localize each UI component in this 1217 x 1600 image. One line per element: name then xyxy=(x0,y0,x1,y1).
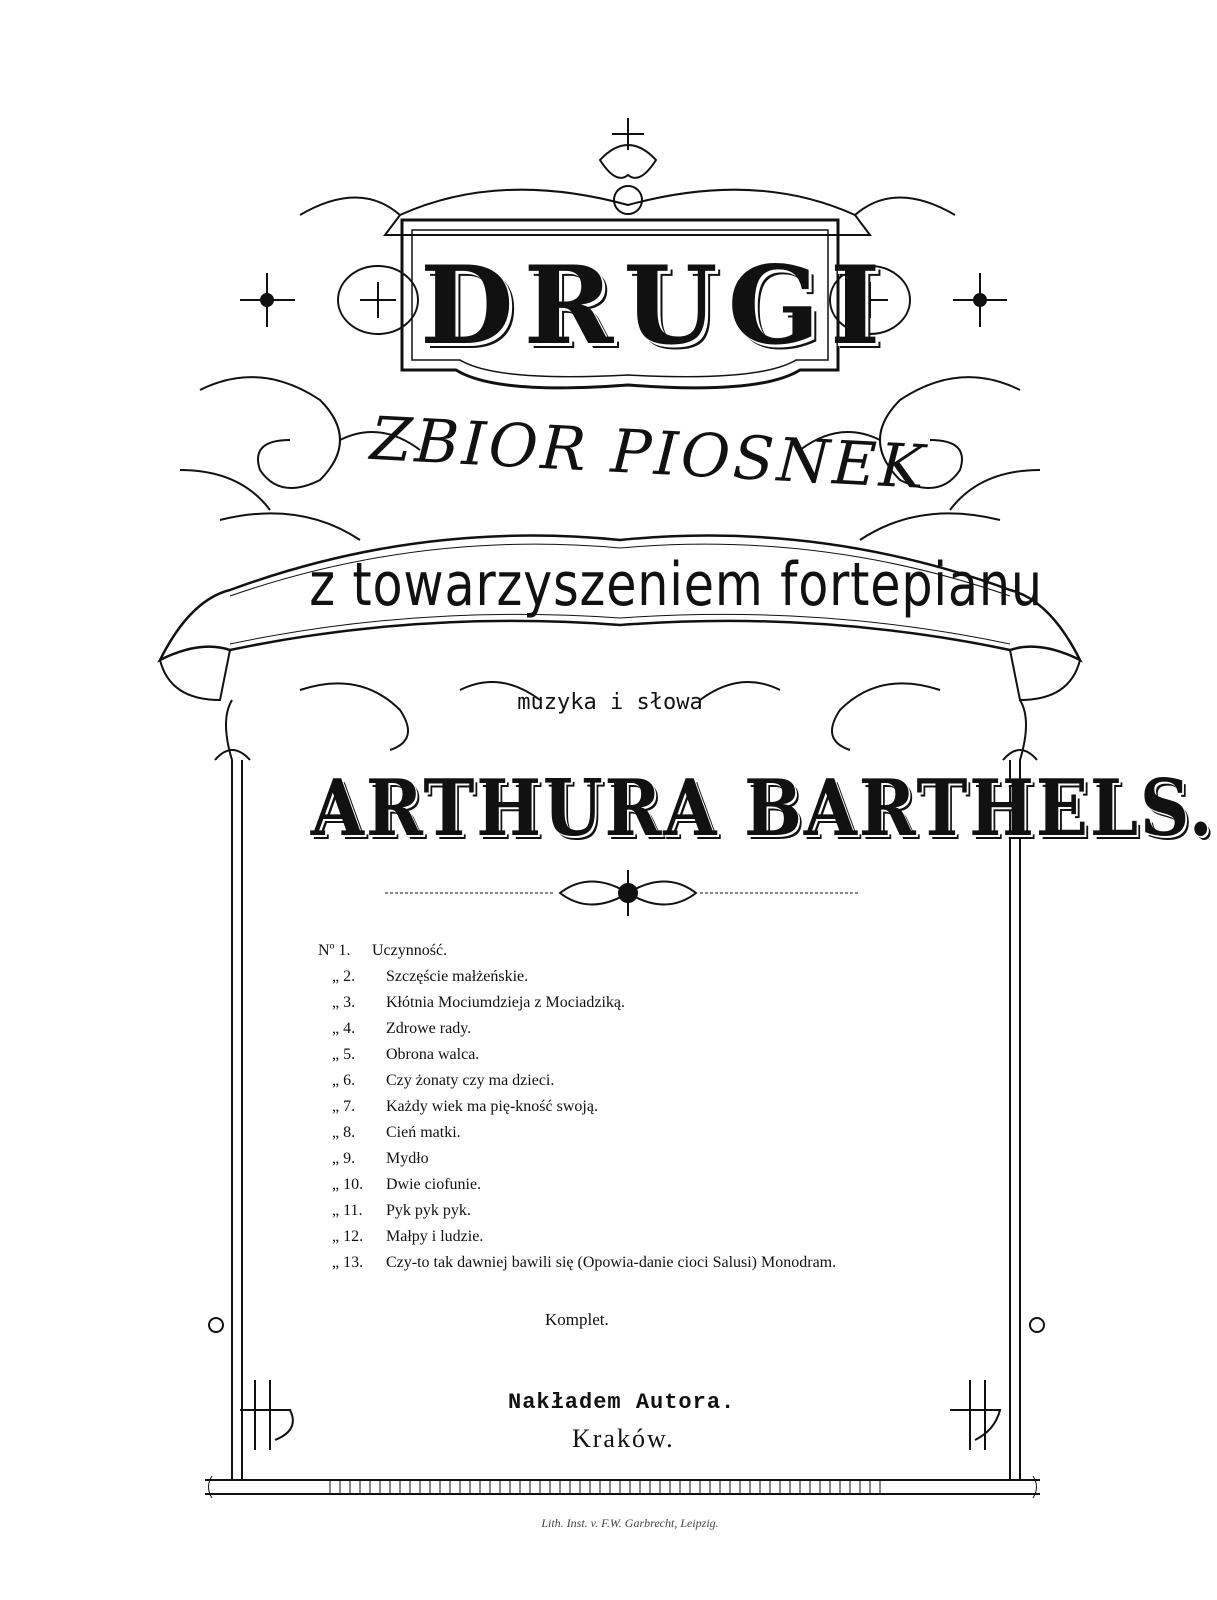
song-title: Cień matki. xyxy=(386,1124,461,1141)
song-number: „ 3. xyxy=(332,994,356,1011)
left-frame-column xyxy=(226,700,242,1480)
song-title: Uczynność. xyxy=(372,942,448,959)
list-item xyxy=(318,1146,836,1172)
list-item xyxy=(318,1068,836,1094)
list-item xyxy=(318,938,836,964)
collection-title: ZBIOR PIOSNEK xyxy=(368,403,929,504)
song-title: Każdy wiek ma pię-kność swoją. xyxy=(386,1098,598,1115)
top-finial-ornament xyxy=(600,118,656,178)
bottom-right-corner xyxy=(950,1380,1000,1450)
song-number: „ 2. xyxy=(332,968,356,985)
list-item xyxy=(318,1172,836,1198)
list-item xyxy=(318,1016,836,1042)
song-number: „ 5. xyxy=(332,1046,356,1063)
song-number: „ 12. xyxy=(332,1228,364,1245)
list-item xyxy=(318,964,836,990)
song-title: Czy-to tak dawniej bawili się (Opowia-danie cioci Salusi) Monodram. xyxy=(386,1254,837,1271)
song-title: Szczęście małżeńskie. xyxy=(386,968,529,985)
song-title: Pyk pyk pyk. xyxy=(386,1202,471,1219)
list-item xyxy=(318,990,836,1016)
song-number: „ 11. xyxy=(332,1202,363,1219)
left-scrollwork xyxy=(180,377,360,540)
song-title: Dwie ciofunie. xyxy=(386,1176,482,1193)
list-item xyxy=(318,1250,836,1276)
list-item xyxy=(318,1042,836,1068)
song-title: Zdrowe rady. xyxy=(386,1020,472,1037)
bottom-left-corner xyxy=(240,1380,293,1450)
list-item xyxy=(318,1120,836,1146)
song-number: „ 13. xyxy=(332,1254,364,1271)
song-number: „ 10. xyxy=(332,1176,364,1193)
main-title: DRUGI xyxy=(420,243,891,369)
song-title: Kłótnia Mociumdzieja z Mociadziką. xyxy=(386,994,626,1011)
song-list xyxy=(318,938,836,1276)
song-number: „ 8. xyxy=(332,1124,356,1141)
list-item xyxy=(318,1224,836,1250)
song-title: Czy żonaty czy ma dzieci. xyxy=(386,1072,555,1089)
bottom-border-hatching xyxy=(330,1481,880,1493)
list-item xyxy=(318,1094,836,1120)
song-title: Mydło xyxy=(386,1150,429,1167)
song-number: „ 6. xyxy=(332,1072,356,1089)
publisher-line: Nakładem Autora. xyxy=(508,1390,736,1415)
author-name: ARTHURA BARTHELS. xyxy=(310,763,1215,854)
song-title: Małpy i ludzie. xyxy=(386,1228,484,1245)
song-number: Nº 1. xyxy=(318,942,351,959)
song-title: Obrona walca. xyxy=(386,1046,480,1063)
subtitle: z towarzyszeniem fortepianu xyxy=(309,550,1043,620)
crest-scroll xyxy=(385,190,870,235)
list-item xyxy=(318,1198,836,1224)
city-line: Kraków. xyxy=(572,1424,675,1453)
lithographer-imprint: Lith. Inst. v. F.W. Garbrecht, Leipzig. xyxy=(541,1516,719,1530)
komplet-label: Komplet. xyxy=(545,1310,609,1329)
song-number: „ 9. xyxy=(332,1150,356,1167)
song-number: „ 4. xyxy=(332,1020,356,1037)
byline: muzyka i słowa xyxy=(517,690,703,715)
song-number: „ 7. xyxy=(332,1098,356,1115)
